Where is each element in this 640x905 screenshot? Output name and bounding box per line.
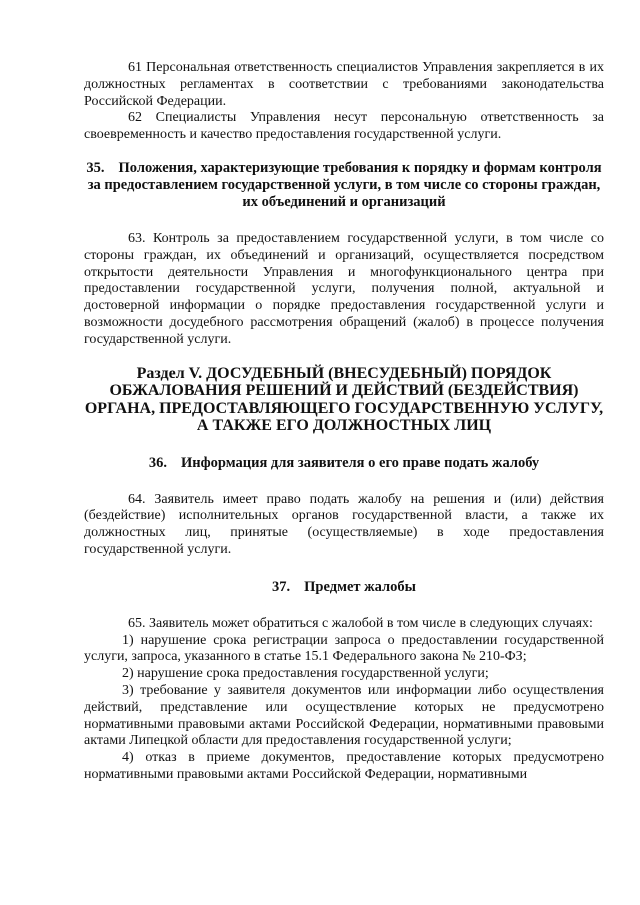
paragraph-61: 61 Персональная ответственность специалистов Управления закрепляется в их должностных регламентах в соответствии с требованиями законодательства Российской Федерации.	[84, 60, 604, 109]
paragraph-65: 65. Заявитель может обратиться с жалобой в том числе в следующих случаях:	[128, 615, 593, 631]
section-35-title: Положения, характеризующие требования к порядку и формам контроля за предоставлением государственной услуги, в том числе со стороны граждан, их объединений и организаций	[87, 159, 602, 210]
case-3: 3) требование у заявителя документов или информации либо осуществления действий, представление или осуществление которых не предусмотрено нормативными правовыми актами Российской Федерации, нормативными правовыми актами Липецкой области для предоставления государственной услуги;	[84, 682, 604, 749]
case-2: 2) нарушение срока предоставления государственной услуги;	[122, 666, 489, 682]
section-35-number: 35.	[86, 159, 105, 176]
section-37-title: Предмет жалобы	[304, 578, 416, 595]
paragraph-62: 62 Специалисты Управления несут персональную ответственность за своевременность и качество предоставления государственной услуги.	[84, 110, 604, 143]
case-4: 4) отказ в приеме документов, предоставление которых предусмотрено нормативными правовыми актами Российской Федерации, нормативными	[84, 750, 604, 782]
section-36-number: 36.	[148, 454, 167, 471]
document-body	[84, 60, 604, 784]
section-35-heading	[84, 160, 604, 211]
section-36-title: Информация для заявителя о его праве подать жалобу	[180, 454, 540, 471]
section-36-heading	[84, 455, 604, 472]
case-1: 1) нарушение срока регистрации запроса о предоставлении государственной услуги, запроса, указанного в статье 15.1 Федерального закона № 210-ФЗ;	[84, 632, 604, 665]
paragraph-63: 63. Контроль за предоставлением государственной услуги, в том числе со стороны граждан, их объединений и организаций, осуществляется посредством открытости деятельности Управления и многофункционального центра при предоставлении государственной услуги, получения полной, актуальной и достоверной информации о порядке предоставления государственной услуги и возможности досудебного рассмотрения обращений (жалоб) в процессе получения государственной услуги.	[84, 230, 604, 347]
paragraph-64: 64. Заявитель имеет право подать жалобу на решения и (или) действия (бездействие) исполнительных органов государственной власти, а также их должностных лиц, принятые (осуществляемые) в ходе предоставления государственной услуги.	[84, 491, 604, 557]
section-37-heading	[84, 579, 604, 596]
part-5-heading: Раздел V. ДОСУДЕБНЫЙ (ВНЕСУДЕБНЫЙ) ПОРЯДОК ОБЖАЛОВАНИЯ РЕШЕНИЙ И ДЕЙСТВИЙ (БЕЗДЕЙСТВИЯ) ОРГАНА, ПРЕДОСТАВЛЯЮЩЕГО ГОСУДАРСТВЕННУЮ УСЛУГУ, А ТАКЖЕ ЕГО ДОЛЖНОСТНЫХ ЛИЦ	[84, 364, 604, 435]
section-37-number: 37.	[272, 578, 291, 595]
